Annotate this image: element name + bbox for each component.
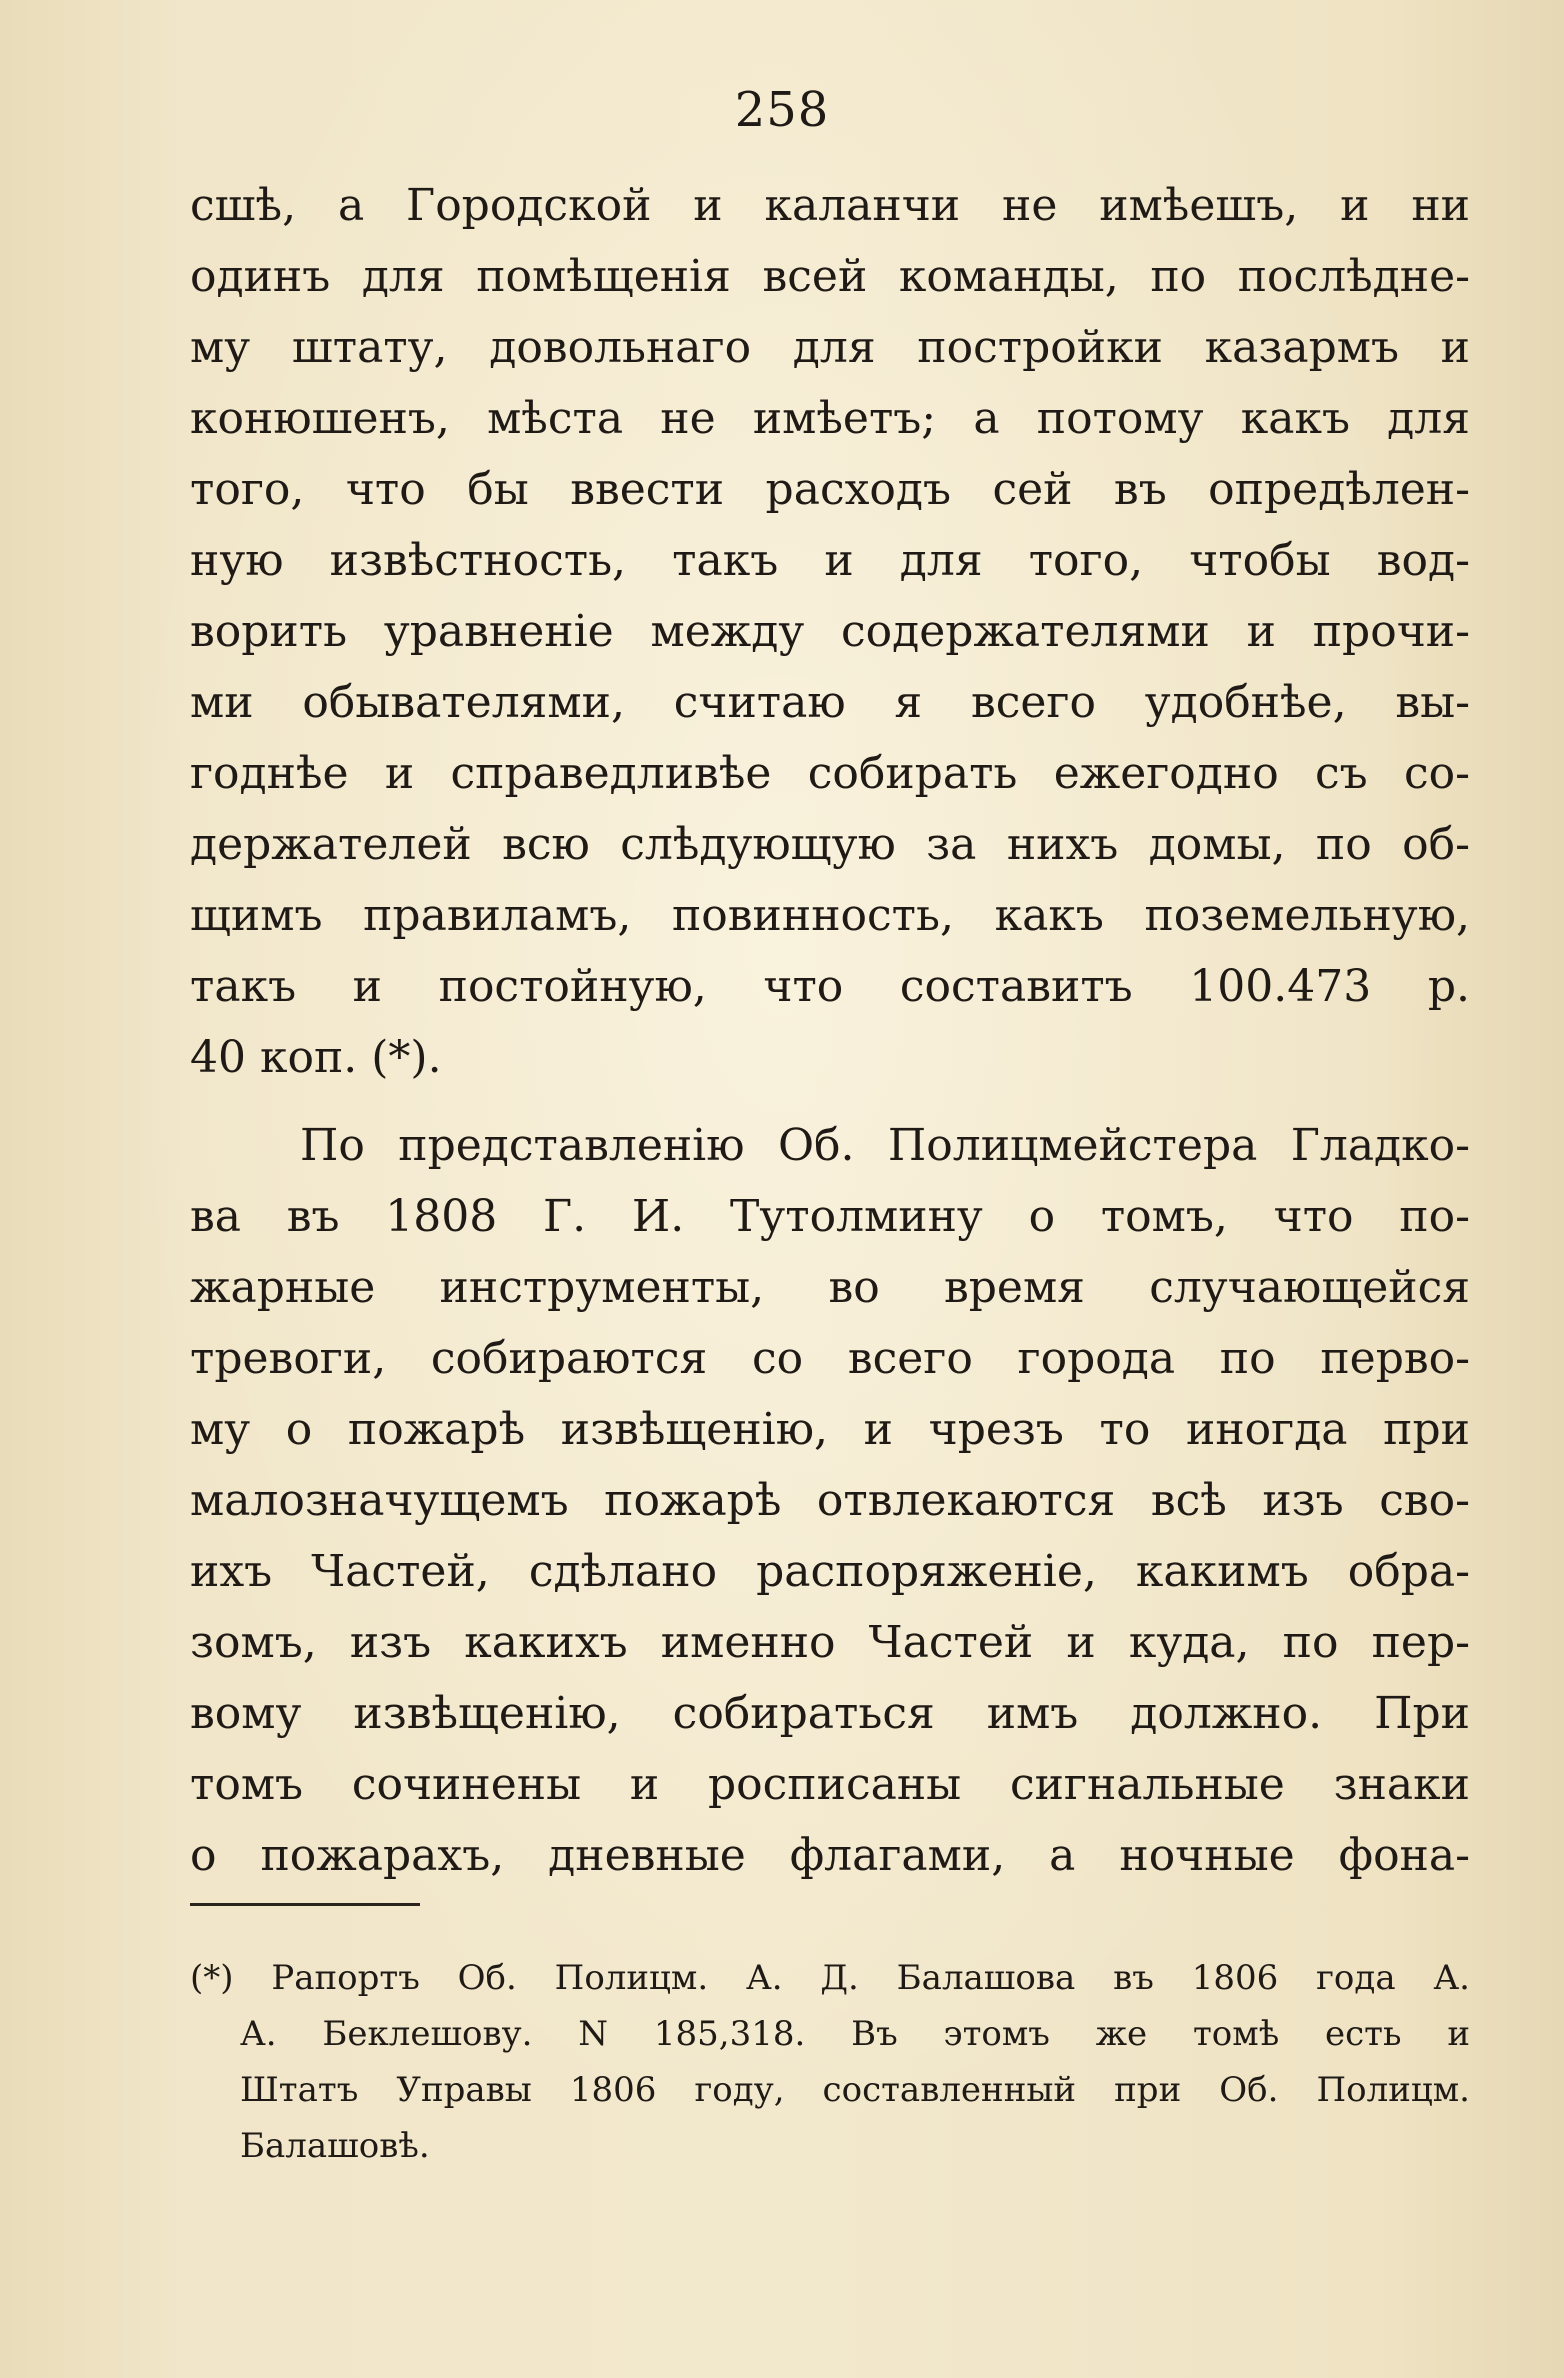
footnote-line: Штатъ Управы 1806 году, составленный при Об. Полицм. [240, 2070, 1470, 2110]
text-line: ворить уравненіе между содержателями и прочи- [190, 606, 1470, 657]
text-line: томъ сочинены и росписаны сигнальные знаки [190, 1759, 1470, 1810]
text-line: конюшенъ, мѣста не имѣетъ; а потому какъ для [190, 393, 1470, 444]
text-line: малозначущемъ пожарѣ отвлекаются всѣ изъ сво- [190, 1475, 1470, 1526]
text-line: зомъ, изъ какихъ именно Частей и куда, по пер- [190, 1617, 1470, 1668]
text-line: По представленію Об. Полицмейстера Гладко- [300, 1120, 1470, 1171]
text-line: того, что бы ввести расходъ сей въ опредѣлен- [190, 464, 1470, 515]
text-line: ихъ Частей, сдѣлано распоряженіе, какимъ обра- [190, 1546, 1470, 1597]
text-line: му о пожарѣ извѣщенію, и чрезъ то иногда при [190, 1404, 1470, 1455]
text-line: му штату, довольнаго для постройки казармъ и [190, 322, 1470, 373]
text-line: годнѣе и справедливѣе собирать ежегодно съ со- [190, 748, 1470, 799]
text-line: ва въ 1808 Г. И. Тутолмину о томъ, что по- [190, 1191, 1470, 1242]
text-line: о пожарахъ, дневные флагами, а ночные фона- [190, 1830, 1470, 1881]
text-line: щимъ правиламъ, повинность, какъ поземельную, [190, 890, 1470, 941]
page-number: 258 [734, 82, 830, 138]
text-line: ми обывателями, считаю я всего удобнѣе, вы- [190, 677, 1470, 728]
text-line: сшѣ, а Городской и каланчи не имѣешъ, и ни [190, 180, 1470, 231]
text-line: вому извѣщенію, собираться имъ должно. При [190, 1688, 1470, 1739]
text-line: тревоги, собираются со всего города по перво- [190, 1333, 1470, 1384]
text-line: держателей всю слѣдующую за нихъ домы, по об- [190, 819, 1470, 870]
text-line: 40 коп. (*). [190, 1032, 442, 1083]
footnote-line: Балашовѣ. [240, 2126, 430, 2166]
footnote-line: (*) Рапортъ Об. Полицм. А. Д. Балашова въ 1806 года А. [190, 1958, 1470, 1998]
text-line: такъ и постойную, что составитъ 100.473 р. [190, 961, 1470, 1012]
text-line: ную извѣстность, такъ и для того, чтобы вод- [190, 535, 1470, 586]
paragraph-2 [190, 1110, 1470, 1891]
paragraph-1 [190, 170, 1470, 1093]
footnote-line: А. Беклешову. N 185,318. Въ этомъ же томѣ есть и [240, 2014, 1470, 2054]
text-line: жарные инструменты, во время случающейся [190, 1262, 1470, 1313]
text-line: одинъ для помѣщенія всей команды, по послѣдне- [190, 251, 1470, 302]
footnote-divider [190, 1903, 420, 1906]
footnote [190, 1950, 1470, 2174]
